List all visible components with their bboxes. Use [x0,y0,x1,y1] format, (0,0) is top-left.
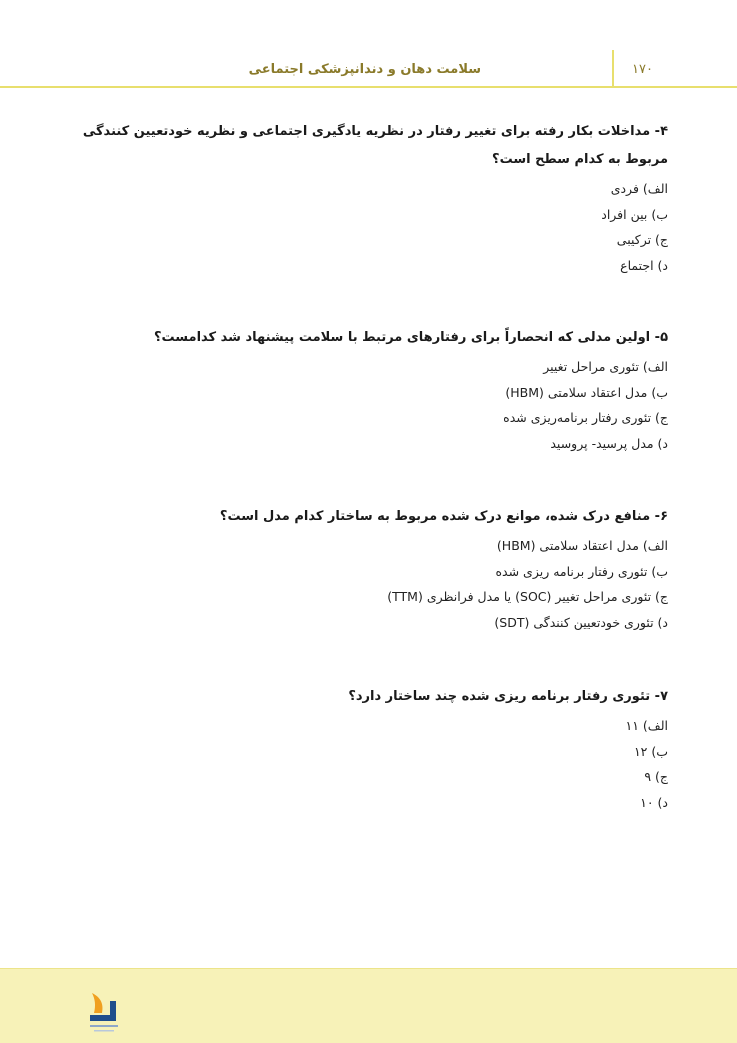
option-list [68,176,668,278]
publisher-logo-icon [84,989,124,1035]
question-5 [108,324,668,456]
option-a: الف) ۱۱ [625,718,668,733]
question-text: ۶- منافع درک شده، موانع درک شده مربوط به ساختار کدام مدل است؟ [219,509,668,524]
page-number: ۱۷۰ [632,62,653,77]
question-6 [108,503,668,635]
header-divider [612,50,614,86]
option-b: ب) ۱۲ [633,743,668,759]
option-d: د) ۱۰ [640,794,668,810]
option-c: ج) تئوری مراحل تغییر (SOC) یا مدل فرانظری (TTM) [387,589,668,604]
question-4 [68,118,668,278]
question-text: ۷- تئوری رفتار برنامه ریزی شده چند ساختار دارد؟ [348,689,668,704]
option-d: د) مدل پرسید- پروسید [550,435,668,451]
page-header [0,0,737,88]
option-list [108,354,668,456]
option-b: ب) بین افراد [601,206,668,222]
option-list [108,533,668,635]
option-a: الف) تئوری مراحل تغییر [543,359,668,374]
page-footer [0,968,737,1043]
option-d: د) تئوری خودتعیین کنندگی (SDT) [494,614,668,630]
option-c: ج) تئوری رفتار برنامه‌ریزی شده [503,410,668,425]
question-text: ۵- اولین مدلی که انحصاراً برای رفتارهای مرتبط با سلامت پیشنهاد شد کدامست؟ [154,330,668,345]
option-c: ج) ۹ [644,769,668,784]
question-7 [108,683,668,815]
option-b: ب) مدل اعتقاد سلامتی (HBM) [505,384,668,400]
option-d: د) اجتماع [620,257,668,273]
question-text: ۴- مداخلات بکار رفته برای تغییر رفتار در نظریه یادگیری اجتماعی و نظریه خودتعیین کنندگی مربوط به کدام سطح است؟ [82,124,668,167]
option-c: ج) ترکیبی [616,232,668,247]
book-title: سلامت دهان و دندانپزشکی اجتماعی [248,62,481,77]
option-b: ب) تئوری رفتار برنامه ریزی شده [495,563,668,579]
option-a: الف) مدل اعتقاد سلامتی (HBM) [496,538,668,553]
option-list [108,713,668,815]
option-a: الف) فردی [610,181,668,196]
header-rule [0,86,737,88]
